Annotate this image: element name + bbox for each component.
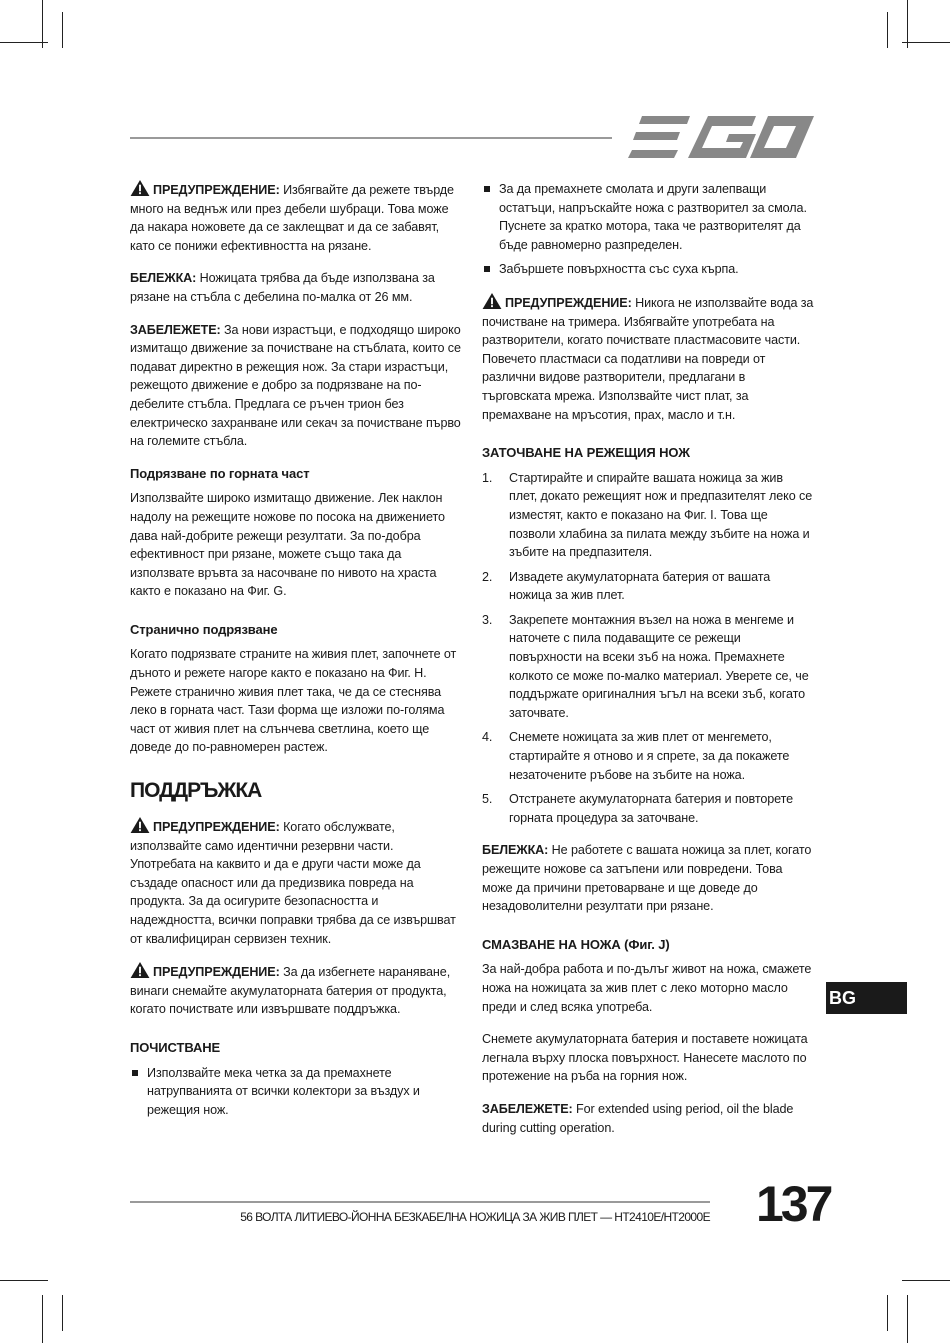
section-heading-maintenance: ПОДДРЪЖКА — [130, 779, 262, 803]
body-paragraph: За най-добра работа и по-дълъг живот на ножа, смажете ножа на ножицата за жив плет с леко моторно масло преди и след всяка употреба. — [482, 962, 812, 1014]
note-text: For extended using period, oil the blade during cutting operation. — [482, 1101, 794, 1135]
bullet-square-icon — [132, 1070, 138, 1076]
warning-icon — [482, 293, 502, 309]
crop-mark — [42, 0, 43, 48]
warning-paragraph — [482, 293, 814, 424]
step-number: 2. — [482, 569, 493, 584]
step-number: 4. — [482, 730, 493, 745]
crop-mark — [0, 1280, 48, 1281]
crop-mark — [0, 42, 48, 43]
step-number: 1. — [482, 470, 493, 485]
note-label: ЗАБЕЛЕЖЕТЕ: — [482, 1101, 573, 1116]
note-paragraph — [130, 269, 462, 306]
ego-logo — [628, 116, 814, 160]
subheading-sharpening: ЗАТОЧВАНЕ НА РЕЖЕЩИЯ НОЖ — [482, 445, 690, 461]
bullet-square-icon — [484, 266, 490, 272]
crop-mark — [907, 0, 908, 48]
subheading-lubrication: СМАЗВАНЕ НА НОЖА (Фиг. J) — [482, 936, 670, 952]
step-text: Закрепете монтажния възел на ножа в менгеме и наточете с пила подаващите се режещи повърхности на всеки зъб на ножа. Премахнете колкото се може по-малко материал. Уверете се, че поддържате оригиналния ъгъл на всеки зъб, когато заточвате. — [509, 612, 809, 720]
footer-title: 56 ВОЛТА ЛИТИЕВО-ЙОННА БЕЗКАБЕЛНА НОЖИЦА ЗА ЖИВ ПЛЕТ — HT2410E/HT2000E — [240, 1210, 710, 1224]
step-text: Снемете ножицата за жив плет от менгемето, стартирайте я отново и я спрете, за да покажете незаточените ръбове на зъбите на ножа. — [509, 730, 790, 782]
right-column — [482, 180, 814, 1151]
body-paragraph: Използвайте широко измитащо движение. Лек наклон надолу на режещите ножове по посока на движението дава най-добрите режещи резултати. За по-добра ефективност при рязане, можете също така да използвате връвта за насочване по нивото на храста както е показано на Фиг. G. — [130, 491, 445, 599]
warning-icon — [130, 962, 150, 978]
warning-text: Когато обслужвате, използвайте само идентични резервни части. Употребата на каквито и да е други части може да създаде опасност или да предизвика повреда на продукта. За да осигурите безопасността и надеждността, всички поправки трябва да се извършват от квалифициран сервизен техник. — [130, 820, 456, 946]
language-tab: BG — [826, 982, 907, 1014]
note-label: ЗАБЕЛЕЖЕТЕ: — [130, 322, 221, 337]
list-item — [130, 1064, 462, 1120]
numbered-step — [482, 469, 814, 562]
step-number: 5. — [482, 792, 493, 807]
warning-paragraph — [130, 180, 462, 255]
note-paragraph — [482, 841, 814, 915]
list-item-text: Забършете повърхността със суха кърпа. — [499, 262, 739, 277]
warning-label: ПРЕДУПРЕЖДЕНИЕ: — [153, 183, 280, 197]
note-paragraph — [130, 321, 462, 451]
warning-icon — [130, 817, 150, 833]
list-item-text: За да премахнете смолата и други залепващи остатъци, напръскайте ножа с разтворител за смола. Пуснете за кратко мотора, така че разтворителят да бъде равномерно разпределен. — [499, 182, 807, 252]
list-item-text: Използвайте мека четка за да премахнете натрупванията от всички колектори за въздух и режещия нож. — [147, 1065, 420, 1117]
warning-paragraph — [130, 962, 462, 1019]
body-paragraph: Снемете акумулаторната батерия и поставете ножицата легнала върху плоска повърхност. Нанесете маслото по протежение на ръба на горния нож. — [482, 1032, 808, 1084]
note-text: Не работете с вашата ножица за плет, когато режещите ножове са затъпени или повредени. Това може да причини претоварване и ще доведе до незадоволителни резултати при рязане. — [482, 843, 812, 914]
warning-text: Никога не използвайте вода за почистване на тримера. Избягвайте употребата на разтворители, когато почиствате пластмасовите части. Повечето пластмаси са податливи на повреди от различни видове разтворители, предлагани в търговската мрежа. Използвайте чист плат, за премахване на мръсотия, прах, масло и т.н. — [482, 295, 814, 422]
note-label: БЕЛЕЖКА: — [130, 271, 197, 286]
warning-label: ПРЕДУПРЕЖДЕНИЕ: — [505, 295, 632, 310]
numbered-step — [482, 611, 814, 723]
warning-text: Избягвайте да режете твърде много на веднъж или през дебели шубраци. Това може да накара ножовете да се заклещват и да се забавят, като се понижи ефективността на рязане. — [130, 183, 454, 253]
numbered-step — [482, 728, 814, 784]
list-item — [482, 180, 814, 254]
crop-mark — [42, 1295, 43, 1343]
warning-label: ПРЕДУПРЕЖДЕНИЕ: — [153, 820, 280, 835]
warning-paragraph — [130, 817, 462, 948]
crop-mark — [902, 42, 950, 43]
warning-label: ПРЕДУПРЕЖДЕНИЕ: — [153, 965, 280, 980]
subheading-side-trimming: Странично подрязване — [130, 621, 278, 637]
numbered-step — [482, 568, 814, 605]
step-number: 3. — [482, 612, 493, 627]
crop-mark — [907, 1295, 908, 1343]
list-item — [482, 260, 814, 279]
warning-icon — [130, 180, 150, 196]
bullet-square-icon — [484, 186, 490, 192]
page-number: 137 — [756, 1176, 831, 1232]
note-paragraph — [482, 1100, 814, 1137]
numbered-step — [482, 790, 814, 827]
crop-mark — [902, 1280, 950, 1281]
step-text: Отстранете акумулаторната батерия и повторете горната процедура за заточване. — [509, 792, 794, 825]
footer-rule — [130, 1201, 710, 1203]
note-text: За нови израстъци, е подходящо широко измитащо движение за почистване на стъблата, които се подават директно в режещия нож. За стари израстъци, режещото движение е добро за подрязване на по-дебелите стъбла. Предлага се ръчен трион без електрическо захранване или секач за почистване първо на големите стъбла. — [130, 322, 461, 449]
body-paragraph: Когато подрязвате страните на живия плет, започнете от дъното и режете нагоре както е показано на Фиг. H. Режете странично живия плет така, че да се стеснява леко в горната част. Тази форма ще изложи по-голяма част от живия плет на слънчева светлина, което ще доведе до по-равномерен растеж. — [130, 647, 457, 755]
note-label: БЕЛЕЖКА: — [482, 843, 549, 858]
crop-mark — [62, 12, 63, 48]
note-text: Ножицата трябва да бъде използвана за рязане на стъбла с дебелина по-малка от 26 мм. — [130, 271, 435, 304]
crop-mark — [62, 1295, 63, 1331]
crop-mark — [887, 12, 888, 48]
subheading-cleaning: ПОЧИСТВАНЕ — [130, 1039, 221, 1055]
left-column — [130, 180, 462, 1125]
header-rule — [130, 137, 612, 139]
crop-mark — [887, 1295, 888, 1331]
step-text: Стартирайте и спирайте вашата ножица за жив плет, докато режещият нож и предпазителят леко се изместят, както е показано на Фиг. I. Това ще позволи хлабина за пилата между зъбите на ножа и зъбите на предпазителя. — [509, 470, 813, 560]
subheading-top-trimming: Подрязване по горната част — [130, 465, 310, 481]
warning-text: За да избегнете нараняване, винаги снемайте акумулаторната батерия от продукта, когато почиствате или извършвате поддръжка. — [130, 965, 451, 1017]
step-text: Извадете акумулаторната батерия от вашата ножица за жив плет. — [509, 569, 771, 603]
